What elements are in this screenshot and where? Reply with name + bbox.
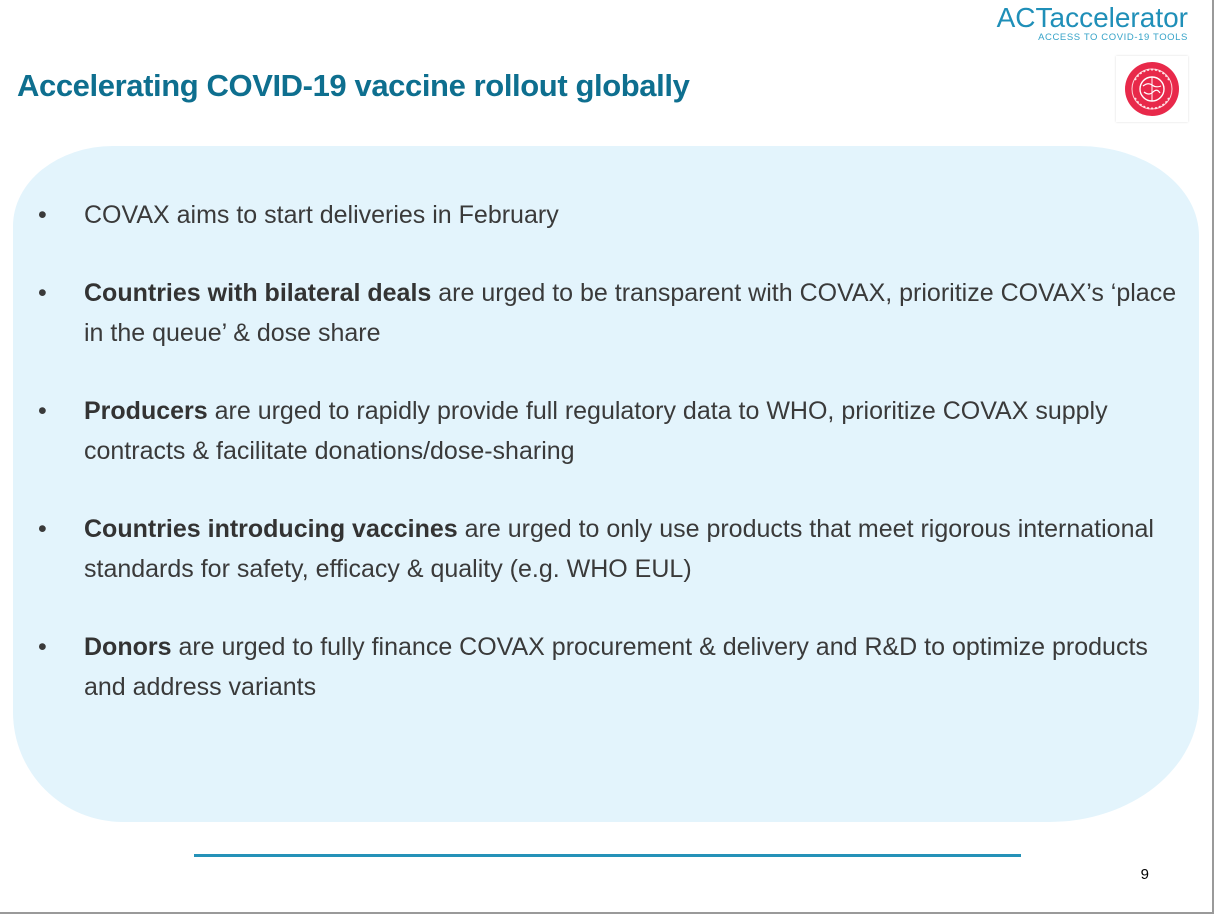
bullet-text: are urged to be transparent with COVAX, prioritize COVAX’s ‘place in the queue’ & dose share [84,279,1177,347]
bullet-item [38,273,1188,353]
bullet-bold: Countries with bilateral deals [84,279,432,307]
bullet-text: are urged to fully finance COVAX procurement & delivery and R&D to optimize products and address variants [84,633,1148,701]
bullet-text: are urged to rapidly provide full regulatory data to WHO, prioritize COVAX supply contracts & facilitate donations/dose-sharing [84,397,1108,465]
bullet-bold: Producers [84,397,208,425]
bullet-item [38,195,1188,235]
bullet-bold: Countries introducing vaccines [84,515,458,543]
act-accelerator-logo [997,4,1188,43]
page-number: 9 [1140,866,1149,883]
bullet-item [38,391,1188,471]
one-world-protected-seal-icon [1123,60,1181,118]
footer-divider [194,854,1021,857]
bullet-text: COVAX aims to start deliveries in February [84,201,559,229]
bullet-text: are urged to only use products that meet rigorous international standards for safety, efficacy & quality (e.g. WHO EUL) [84,515,1154,583]
bullet-bold: Donors [84,633,172,661]
one-world-protected-badge [1116,56,1188,122]
logo-sub-text: ACCESS TO COVID-19 TOOLS [1038,32,1188,43]
logo-main-text: ACTaccelerator [996,2,1188,33]
bullet-item [38,627,1188,707]
page-title: Accelerating COVID-19 vaccine rollout globally [17,68,690,103]
bullet-list [38,195,1188,745]
bullet-item [38,509,1188,589]
